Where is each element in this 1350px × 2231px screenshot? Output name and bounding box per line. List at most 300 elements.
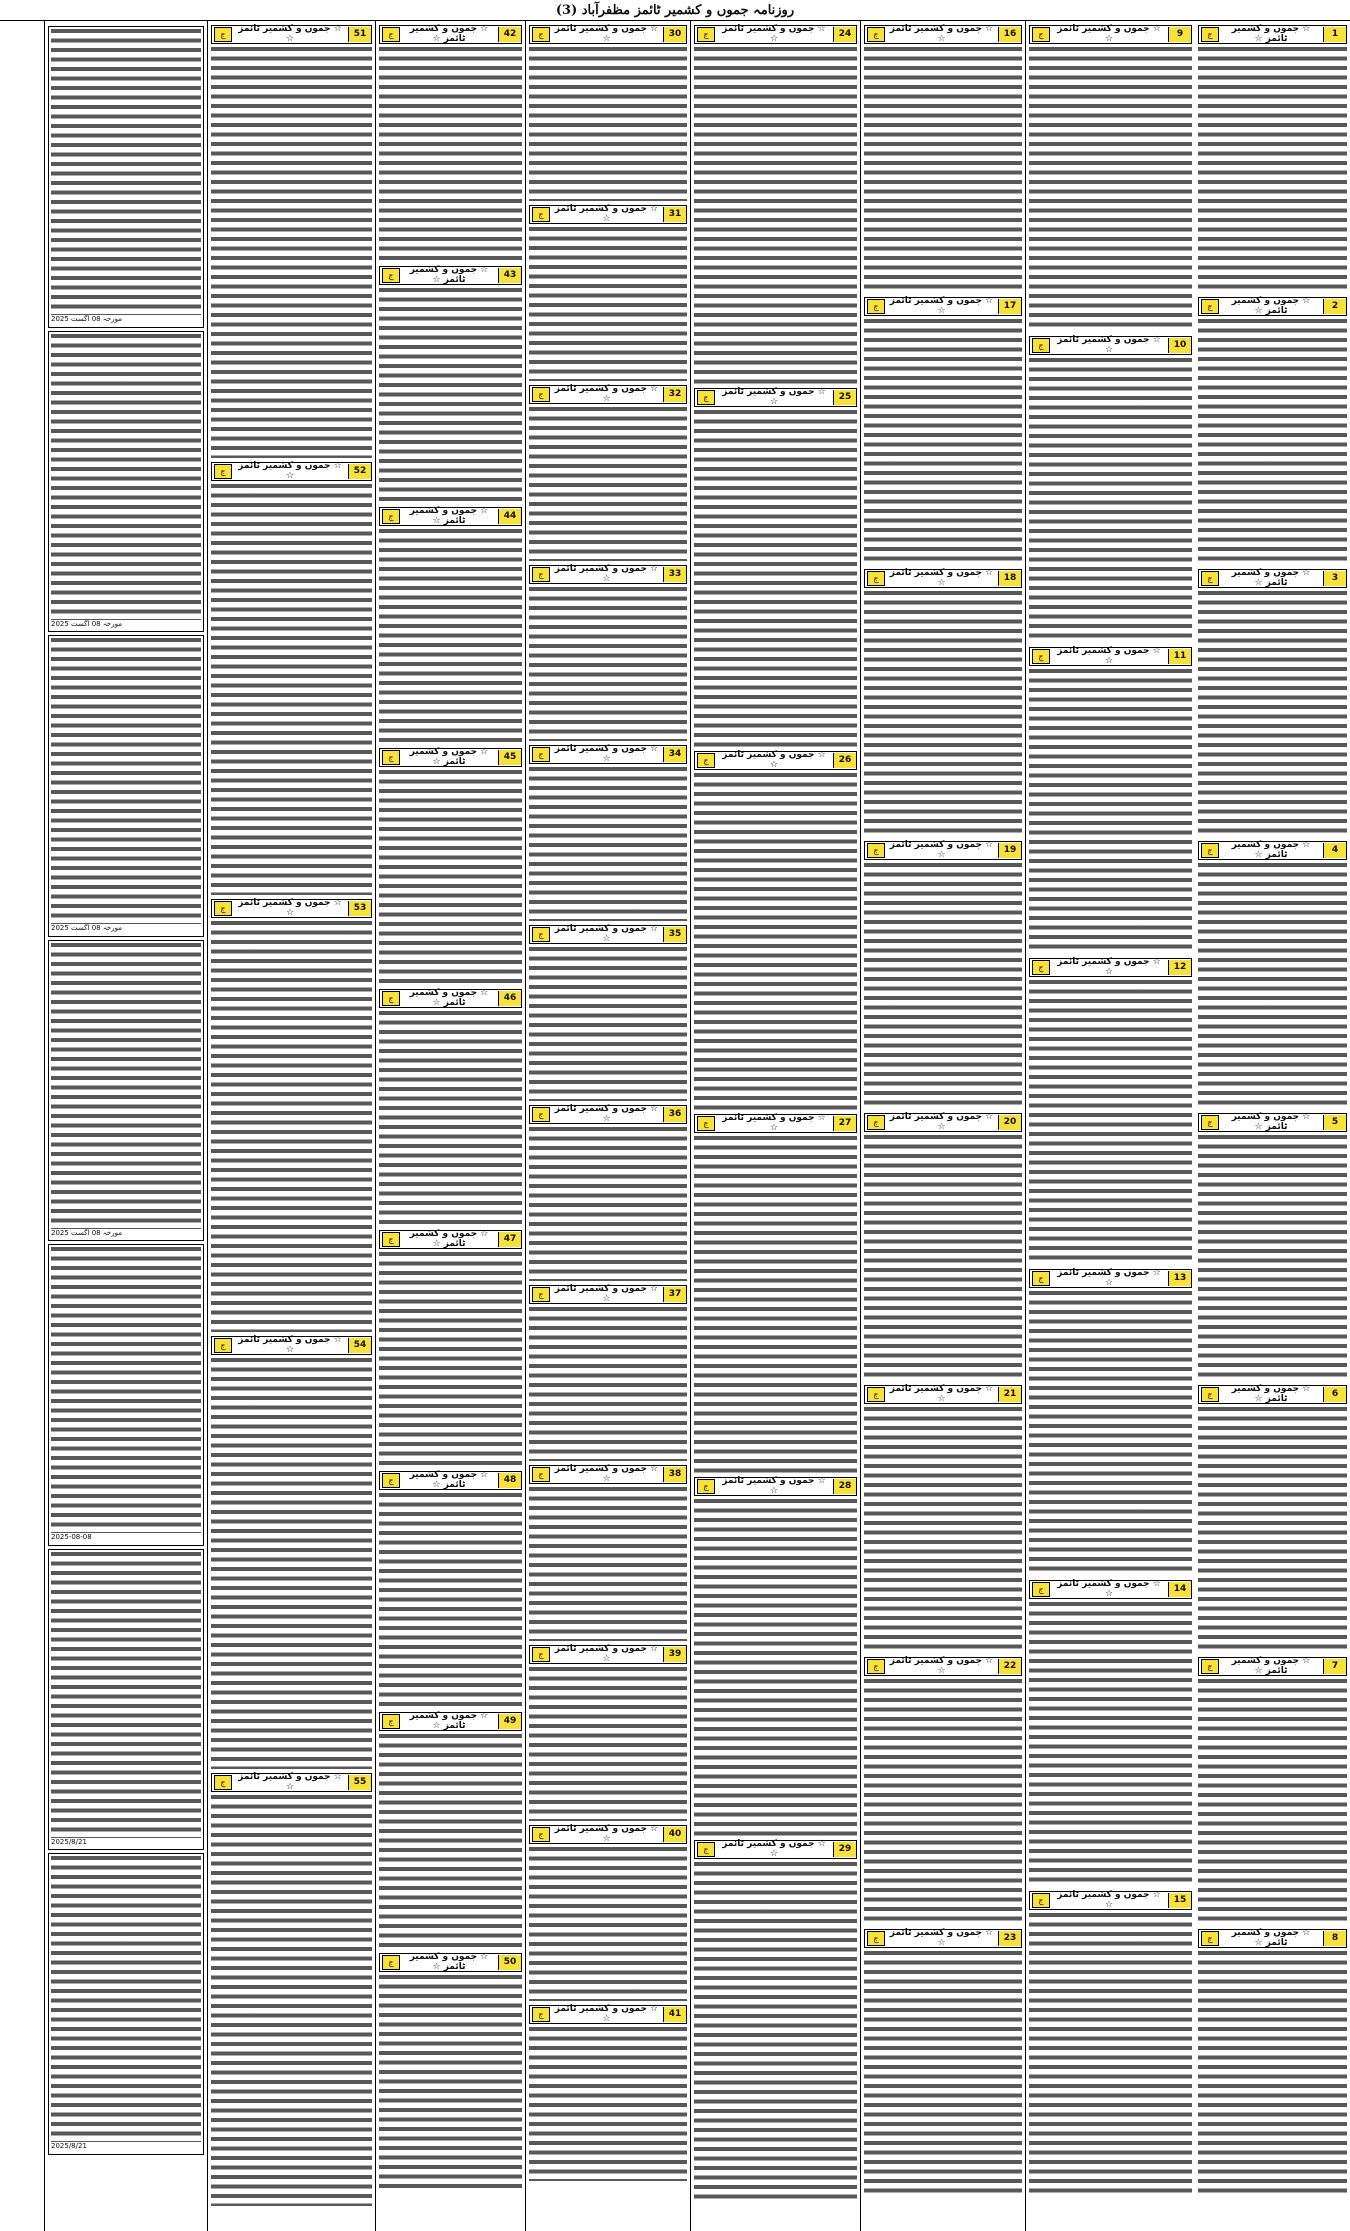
paper-title: ☆ جموں و کشمیر ٹائمز ☆ [409,988,489,1008]
article-number: 44 [498,509,521,524]
article-body [529,1667,687,1821]
notice-body [51,334,201,620]
article-number: 47 [498,1232,521,1247]
article-header [694,1840,857,1859]
paper-title: ☆ جموں و کشمیر ٹائمز ☆ [1231,1928,1311,1948]
article-header [211,1336,372,1355]
news-article [529,925,687,1101]
paper-logo-icon: ج [382,1955,400,1970]
article-header [1198,1929,1347,1948]
news-article [529,745,687,921]
news-article [864,1385,1022,1653]
paper-logo-icon: ج [1032,649,1050,664]
paper-logo-icon: ج [1032,1271,1050,1286]
article-number: 6 [1323,1387,1346,1402]
article-body [379,47,522,262]
paper-title: ☆ جموں و کشمیر ٹائمز ☆ [409,1711,489,1731]
paper-logo-icon: ج [1032,960,1050,975]
paper-title: ☆ جموں و کشمیر ٹائمز ☆ [722,24,826,44]
article-header [1198,25,1347,44]
article-header [864,1113,1022,1132]
article-body [694,773,857,1110]
paper-title: ☆ جموں و کشمیر ٹائمز ☆ [1057,646,1161,666]
article-body [694,410,857,747]
paper-title: ☆ جموں و کشمیر ٹائمز ☆ [409,1229,489,1249]
paper-title: ☆ جموں و کشمیر ٹائمز ☆ [1057,1268,1161,1288]
news-article [694,1840,857,2199]
paper-title: ☆ جموں و کشمیر ٹائمز ☆ [409,1470,489,1490]
article-header [379,507,522,526]
article-header [1029,958,1192,977]
news-article [864,569,1022,837]
paper-title: ☆ جموں و کشمیر ٹائمز ☆ [889,1112,994,1132]
news-column [525,21,690,2231]
paper-title: ☆ جموں و کشمیر ٹائمز ☆ [722,1113,826,1133]
article-body [1198,47,1347,293]
news-article [1029,1580,1192,1887]
article-body [379,1734,522,1949]
article-number: 35 [663,927,686,942]
paper-title: ☆ جموں و کشمیر ٹائمز ☆ [554,2004,659,2024]
news-article [1029,1269,1192,1576]
paper-title: ☆ جموں و کشمیر ٹائمز ☆ [1231,1656,1311,1676]
article-body [529,1847,687,2001]
paper-logo-icon: ج [1201,1659,1219,1674]
paper-title: ☆ جموں و کشمیر ٹائمز ☆ [238,1335,342,1355]
notice-body [51,1856,201,2142]
paper-title: ☆ جموں و کشمیر ٹائمز ☆ [554,204,659,224]
paper-title: ☆ جموں و کشمیر ٹائمز ☆ [722,1476,826,1496]
article-number: 32 [663,387,686,402]
article-number: 14 [1168,1582,1191,1597]
paper-logo-icon: ج [1032,1893,1050,1908]
news-article [379,266,522,503]
article-body [211,921,372,1332]
article-number: 38 [663,1467,686,1482]
paper-logo-icon: ج [532,1107,550,1122]
paper-logo-icon: ج [1032,338,1050,353]
paper-logo-icon: ج [214,901,232,916]
article-number: 45 [498,750,521,765]
paper-title: ☆ جموں و کشمیر ٹائمز ☆ [1231,1384,1311,1404]
news-column [1195,21,1350,2231]
news-article [379,507,522,744]
paper-title: ☆ جموں و کشمیر ٹائمز ☆ [554,744,659,764]
paper-logo-icon: ج [697,753,715,768]
paper-title: ☆ جموں و کشمیر ٹائمز ☆ [1057,1890,1161,1910]
paper-title: ☆ جموں و کشمیر ٹائمز ☆ [409,265,489,285]
article-number: 28 [833,1479,856,1494]
article-body [211,484,372,895]
paper-title: ☆ جموں و کشمیر ٹائمز ☆ [554,1464,659,1484]
paper-title: ☆ جموں و کشمیر ٹائمز ☆ [409,24,489,44]
article-number: 4 [1323,843,1346,858]
article-number: 50 [498,1955,521,1970]
paper-logo-icon: ج [867,1659,885,1674]
paper-logo-icon: ج [382,1232,400,1247]
paper-title: ☆ جموں و کشمیر ٹائمز ☆ [238,461,342,481]
news-article [211,1773,372,2206]
article-body [529,947,687,1101]
news-article [1029,336,1192,643]
article-number: 41 [663,2007,686,2022]
notice-date: مورخہ 08 اگست 2025 [51,1228,123,1237]
paper-logo-icon: ج [867,843,885,858]
paper-logo-icon: ج [382,509,400,524]
legal-notice [48,1853,204,2155]
legal-notice [48,331,204,633]
article-header [1198,841,1347,860]
news-article [1198,1929,1347,2197]
article-number: 34 [663,747,686,762]
article-number: 39 [663,1647,686,1662]
paper-title: ☆ جموں و کشمیر ٹائمز ☆ [889,1928,994,1948]
article-body [1029,669,1192,954]
news-article [864,25,1022,293]
article-number: 31 [663,207,686,222]
paper-title: ☆ جموں و کشمیر ٹائمز ☆ [889,568,994,588]
article-number: 15 [1168,1893,1191,1908]
article-number: 42 [498,27,521,42]
paper-title: ☆ جموں و کشمیر ٹائمز ☆ [889,296,994,316]
news-article [379,25,522,262]
article-number: 13 [1168,1271,1191,1286]
article-body [211,1358,372,1769]
news-article [1198,1657,1347,1925]
article-number: 2 [1323,299,1346,314]
news-article [379,1712,522,1949]
article-header [529,1825,687,1844]
notice-date: 2025/8/21 [51,2142,87,2150]
paper-title: ☆ جموں و کشمیر ٹائمز ☆ [1231,24,1311,44]
article-body [211,47,372,458]
article-number: 36 [663,1107,686,1122]
paper-title: ☆ جموں و کشمیر ٹائمز ☆ [722,387,826,407]
paper-logo-icon: ج [532,927,550,942]
news-article [1198,25,1347,293]
article-body [379,1975,522,2190]
paper-logo-icon: ج [697,27,715,42]
news-column [207,21,375,2231]
notice-body [51,638,201,924]
article-body [529,47,687,201]
article-body [529,587,687,741]
paper-logo-icon: ج [1201,299,1219,314]
article-body [864,47,1022,293]
news-article [694,25,857,384]
news-article [211,462,372,895]
article-body [529,767,687,921]
article-header [694,751,857,770]
news-article [864,297,1022,565]
article-number: 30 [663,27,686,42]
article-body [694,1862,857,2199]
news-article [211,1336,372,1769]
notice-date: مورخہ 08 اگست 2025 [51,315,123,323]
paper-title: ☆ جموں و کشمیر ٹائمز ☆ [722,750,826,770]
paper-title: ☆ جموں و کشمیر ٹائمز ☆ [238,24,342,44]
paper-logo-icon: ج [532,2007,550,2022]
article-header [379,1230,522,1249]
article-header [529,1465,687,1484]
article-body [379,288,522,503]
news-article [211,899,372,1332]
article-body [864,1951,1022,2197]
news-column [690,21,860,2231]
news-article [529,1645,687,1821]
paper-logo-icon: ج [214,1338,232,1353]
article-number: 21 [998,1387,1021,1402]
paper-logo-icon: ج [382,268,400,283]
article-body [864,1135,1022,1381]
article-body [1029,1602,1192,1887]
legal-notice [48,1549,204,1851]
article-number: 29 [833,1842,856,1857]
paper-logo-icon: ج [532,27,550,42]
paper-title: ☆ جموں و کشمیر ٹائمز ☆ [1057,335,1161,355]
news-article [529,1465,687,1641]
paper-logo-icon: ج [532,747,550,762]
article-number: 9 [1168,27,1191,42]
article-body [864,319,1022,565]
paper-title: ☆ جموں و کشمیر ٹائمز ☆ [889,840,994,860]
article-body [211,1795,372,2206]
article-body [1029,1913,1192,2198]
article-number: 43 [498,268,521,283]
article-number: 12 [1168,960,1191,975]
article-header [529,1645,687,1664]
article-header [211,462,372,481]
news-article [864,841,1022,1109]
paper-logo-icon: ج [1201,1387,1219,1402]
paper-title: ☆ جموں و کشمیر ٹائمز ☆ [722,1839,826,1859]
paper-title: ☆ جموں و کشمیر ٹائمز ☆ [554,384,659,404]
notice-date: 2025/8/21 [51,1837,87,1846]
article-body [379,529,522,744]
paper-logo-icon: ج [214,464,232,479]
news-article [529,1105,687,1281]
paper-logo-icon: ج [1032,27,1050,42]
article-body [379,770,522,985]
article-header [1198,569,1347,588]
article-body [529,1487,687,1641]
article-body [379,1252,522,1467]
news-article [1198,1113,1347,1381]
news-article [529,25,687,201]
paper-title: ☆ جموں و کشمیر ٹائمز ☆ [1231,296,1311,316]
article-number: 37 [663,1287,686,1302]
article-header [379,989,522,1008]
paper-title: ☆ جموں و کشمیر ٹائمز ☆ [409,506,489,526]
article-header [1198,1657,1347,1676]
article-body [1029,980,1192,1265]
article-header [379,1712,522,1731]
article-number: 25 [833,390,856,405]
article-body [864,1679,1022,1925]
article-header [864,1929,1022,1948]
article-header [1029,1269,1192,1288]
article-header [379,748,522,767]
paper-logo-icon: ج [1201,1931,1219,1946]
article-body [1198,1135,1347,1381]
paper-title: ☆ جموں و کشمیر ٹائمز ☆ [554,1104,659,1124]
news-article [529,385,687,561]
news-article [1198,841,1347,1109]
paper-title: ☆ جموں و کشمیر ٹائمز ☆ [409,747,489,767]
news-article [1029,1891,1192,2198]
article-body [1198,1951,1347,2197]
news-article [529,565,687,741]
paper-logo-icon: ج [867,1931,885,1946]
article-number: 17 [998,299,1021,314]
paper-title: ☆ جموں و کشمیر ٹائمز ☆ [1231,1112,1311,1132]
article-number: 23 [998,1931,1021,1946]
article-header [1198,1113,1347,1132]
news-article [1029,647,1192,954]
article-number: 48 [498,1473,521,1488]
paper-logo-icon: ج [867,571,885,586]
article-number: 33 [663,567,686,582]
article-header [864,1657,1022,1676]
article-number: 11 [1168,649,1191,664]
article-header [529,565,687,584]
news-article [211,25,372,458]
paper-title: ☆ جموں و کشمیر ٹائمز ☆ [1057,957,1161,977]
paper-title: ☆ جموں و کشمیر ٹائمز ☆ [1057,1579,1161,1599]
article-number: 51 [348,27,371,42]
news-article [379,1471,522,1708]
masthead: روزنامہ جموں و کشمیر ٹائمز مظفرآباد (3) [0,0,1350,21]
article-number: 16 [998,27,1021,42]
article-header [529,385,687,404]
paper-logo-icon: ج [867,299,885,314]
article-number: 1 [1323,27,1346,42]
article-header [211,1773,372,1792]
article-number: 7 [1323,1659,1346,1674]
article-header [864,25,1022,44]
article-body [529,1127,687,1281]
article-body [379,1011,522,1226]
paper-logo-icon: ج [697,1479,715,1494]
article-number: 8 [1323,1931,1346,1946]
article-header [529,1285,687,1304]
paper-title: ☆ جموں و کشمیر ٹائمز ☆ [889,1384,994,1404]
article-number: 49 [498,1714,521,1729]
news-column [1025,21,1195,2231]
article-body [694,47,857,384]
paper-logo-icon: ج [1201,27,1219,42]
news-article [864,1929,1022,2197]
article-header [529,2005,687,2024]
news-article [694,388,857,747]
news-article [529,2005,687,2181]
paper-title: ☆ جموں و کشمیر ٹائمز ☆ [238,898,342,918]
paper-logo-icon: ج [382,27,400,42]
news-column [375,21,525,2231]
article-body [1198,319,1347,565]
paper-logo-icon: ج [382,1473,400,1488]
article-body [1198,591,1347,837]
article-header [864,1385,1022,1404]
paper-title: ☆ جموں و کشمیر ٹائمز ☆ [1231,840,1311,860]
article-body [1198,1679,1347,1925]
paper-logo-icon: ج [532,207,550,222]
article-body [1198,863,1347,1109]
article-body [1029,1291,1192,1576]
article-header [1198,297,1347,316]
paper-logo-icon: ج [532,1827,550,1842]
article-number: 40 [663,1827,686,1842]
article-header [211,899,372,918]
article-body [529,1307,687,1461]
article-number: 20 [998,1115,1021,1130]
news-article [1029,25,1192,332]
article-header [694,25,857,44]
paper-title: ☆ جموں و کشمیر ٹائمز ☆ [238,1772,342,1792]
paper-logo-icon: ج [1201,843,1219,858]
notice-body [51,1247,201,1533]
notice-body [51,29,201,315]
article-header [1029,25,1192,44]
article-number: 5 [1323,1115,1346,1130]
paper-logo-icon: ج [532,1287,550,1302]
legal-notice [48,1244,204,1546]
article-body [379,1493,522,1708]
paper-title: ☆ جموں و کشمیر ٹائمز ☆ [409,1952,489,1972]
article-body [864,591,1022,837]
article-header [1029,1891,1192,1910]
article-header [379,25,522,44]
news-article [1198,1385,1347,1653]
news-article [694,1477,857,1836]
paper-title: ☆ جموں و کشمیر ٹائمز ☆ [554,564,659,584]
news-article [379,989,522,1226]
paper-logo-icon: ج [214,1775,232,1790]
article-body [864,1407,1022,1653]
article-header [529,1105,687,1124]
legal-notices-column [44,21,207,2231]
article-header [1198,1385,1347,1404]
article-header [379,1953,522,1972]
article-header [1029,1580,1192,1599]
article-number: 54 [348,1338,371,1353]
paper-title: ☆ جموں و کشمیر ٹائمز ☆ [554,1824,659,1844]
notice-date: مورخہ 08 اگست 2025 [51,924,123,932]
article-header [529,745,687,764]
paper-logo-icon: ج [532,1467,550,1482]
article-body [529,407,687,561]
article-header [694,1114,857,1133]
news-article [529,1825,687,2001]
legal-notice [48,940,204,1242]
article-body [529,2027,687,2181]
article-header [529,925,687,944]
paper-logo-icon: ج [532,387,550,402]
news-article [1198,569,1347,837]
notice-body [51,1552,201,1838]
paper-logo-icon: ج [1201,571,1219,586]
paper-logo-icon: ج [697,390,715,405]
paper-title: ☆ جموں و کشمیر ٹائمز ☆ [554,1284,659,1304]
paper-logo-icon: ج [867,1115,885,1130]
article-body [864,863,1022,1109]
paper-logo-icon: ج [214,27,232,42]
paper-logo-icon: ج [382,750,400,765]
news-article [529,1285,687,1461]
paper-title: ☆ جموں و کشمیر ٹائمز ☆ [554,1644,659,1664]
paper-title: ☆ جموں و کشمیر ٹائمز ☆ [889,24,994,44]
paper-logo-icon: ج [1032,1582,1050,1597]
